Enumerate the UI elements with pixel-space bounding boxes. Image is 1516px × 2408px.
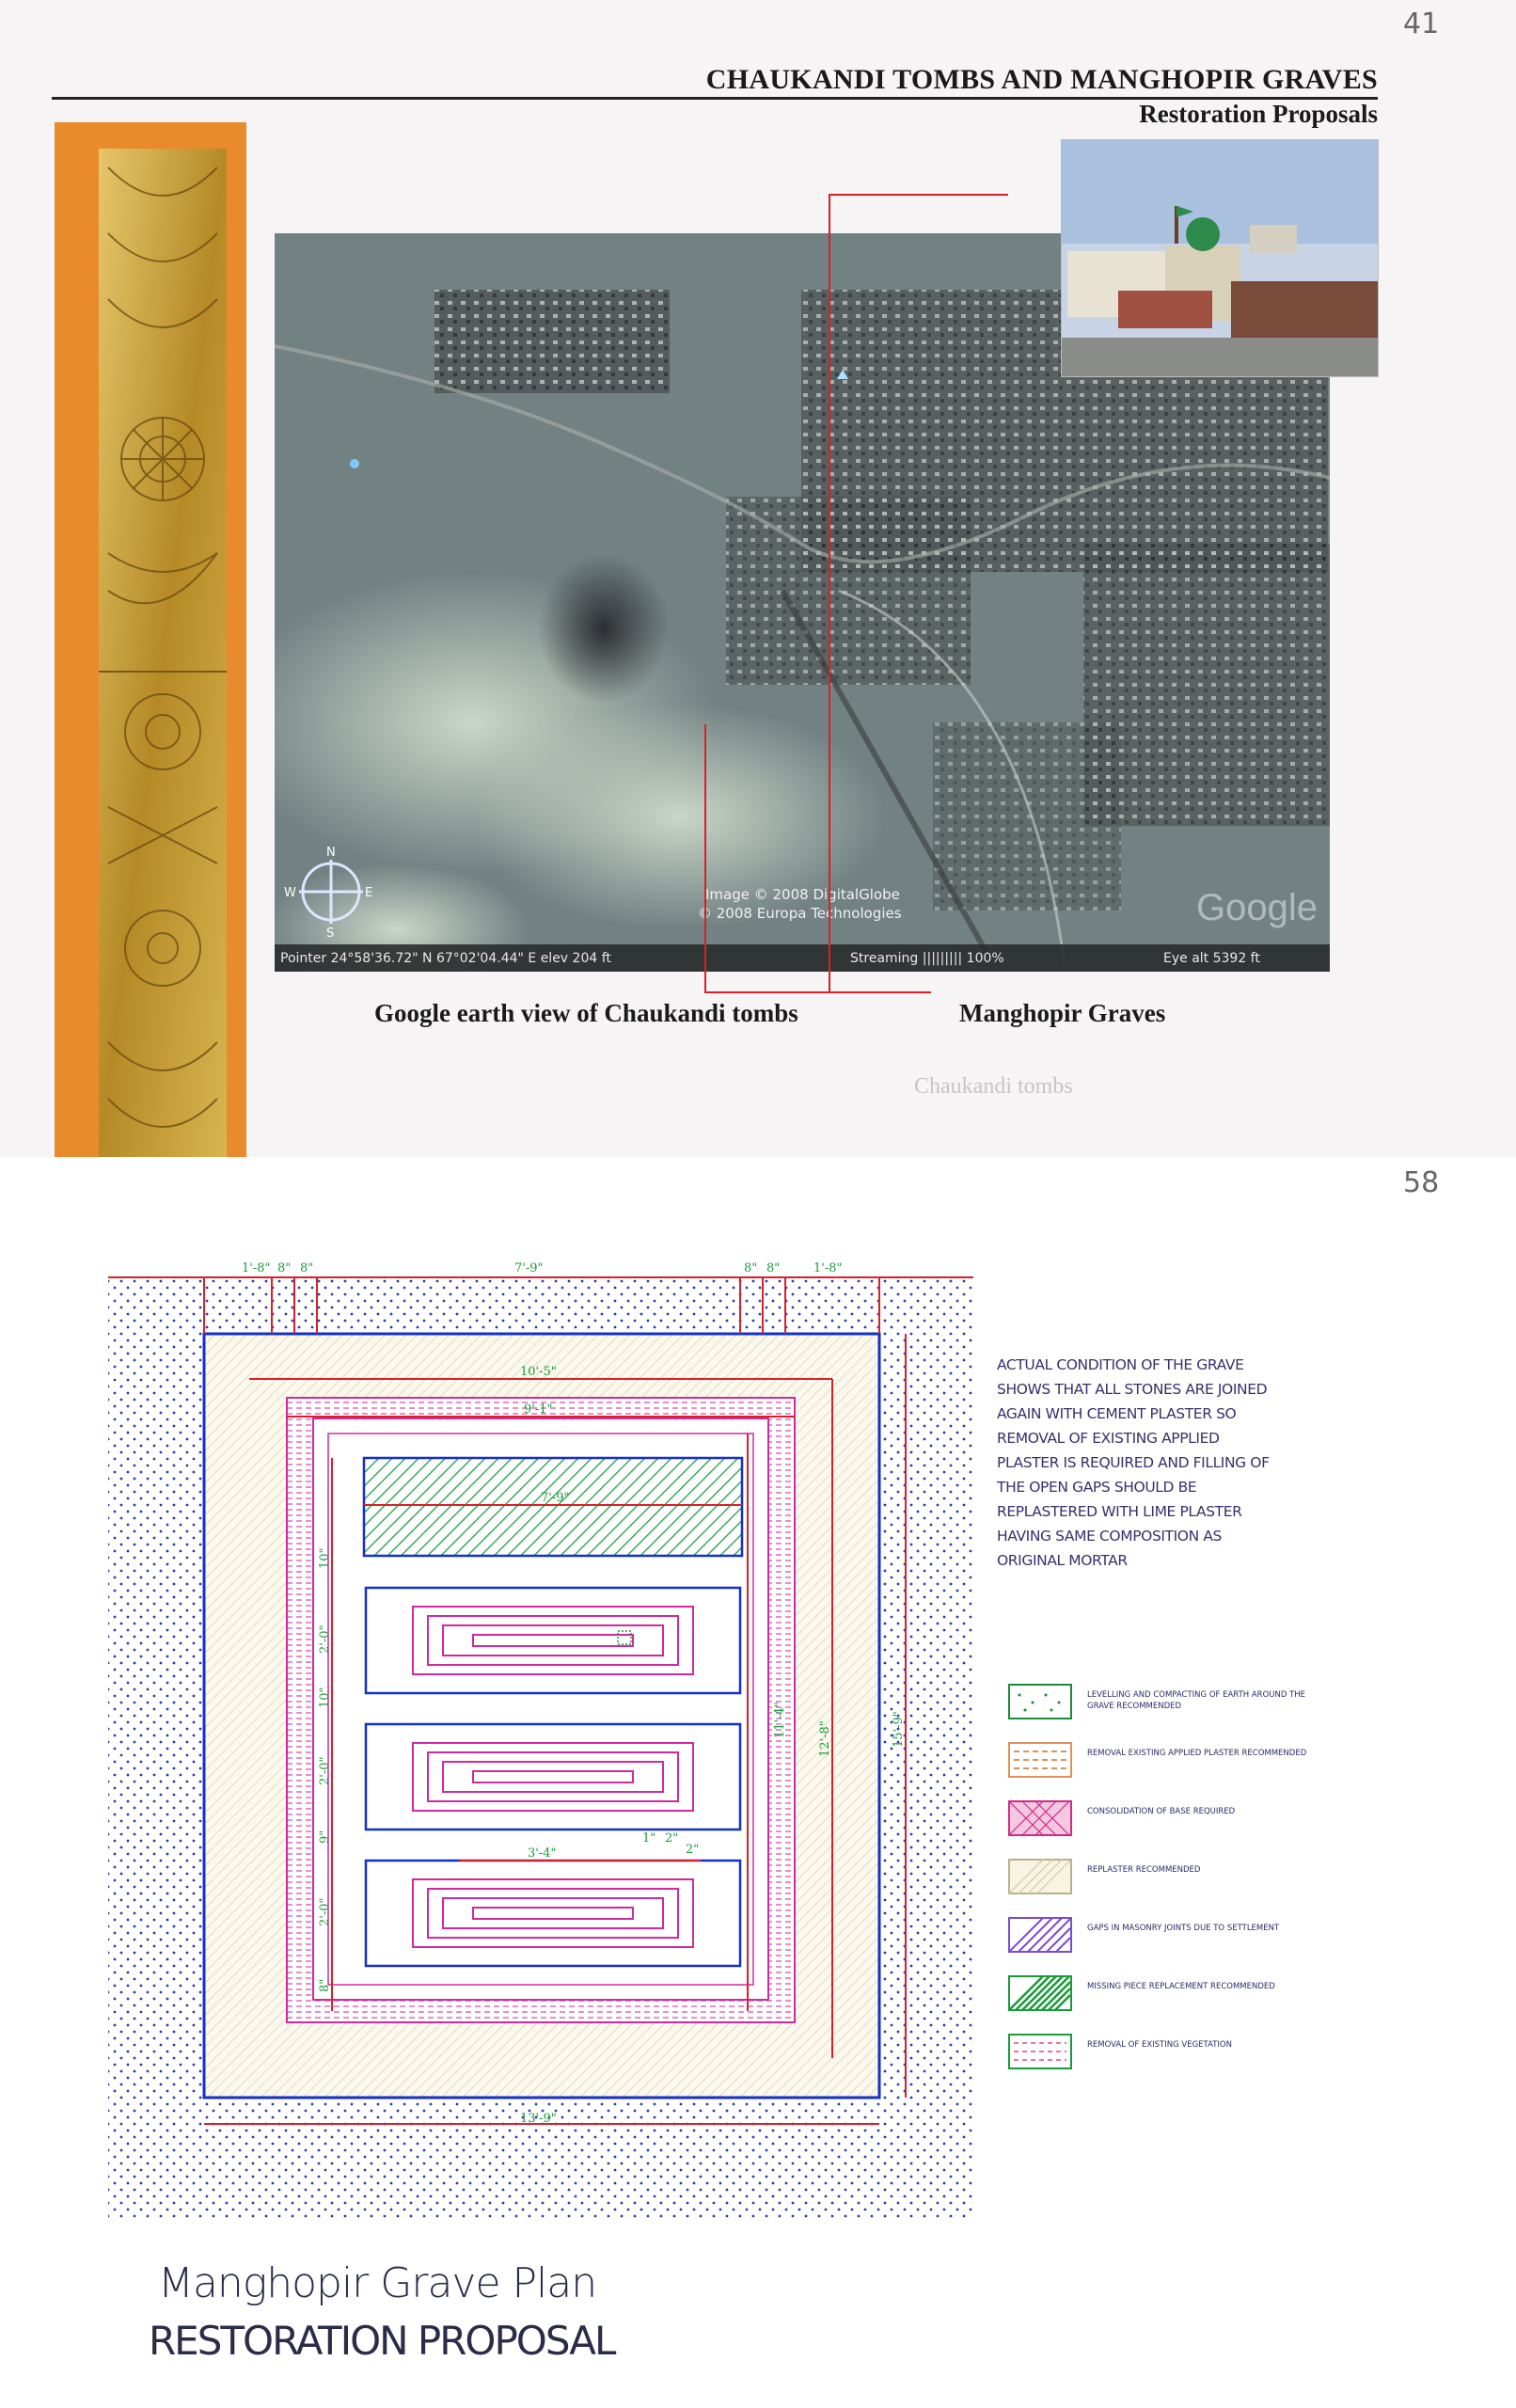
page-number: 41 — [1403, 8, 1440, 40]
legend-label: REMOVAL EXISTING APPLIED PLASTER RECOMMENDED — [1087, 1749, 1307, 1758]
dim-label: 2'-0" — [318, 1897, 332, 1926]
legend-label: REPLASTER RECOMMENDED — [1087, 1865, 1201, 1875]
compass-s: S — [326, 927, 335, 941]
note-line: ORIGINAL MORTAR — [997, 1552, 1128, 1569]
legend-item — [1008, 1917, 1319, 1958]
dim-label: 8" — [277, 1261, 292, 1275]
dim-label: 2" — [686, 1843, 700, 1857]
dim-label: 2'-0" — [318, 1756, 332, 1785]
plan-title: Manghopir Grave Plan — [158, 2259, 597, 2307]
map-watermark: Google — [1196, 887, 1318, 928]
note-line: REPLASTERED WITH LIME PLASTER — [997, 1503, 1242, 1520]
dim-label: 2" — [665, 1831, 679, 1846]
dim-label: 8" — [744, 1261, 758, 1275]
legend-item — [1008, 1859, 1319, 1900]
compass-e: E — [365, 886, 373, 900]
dim-label: 10'-5" — [520, 1365, 557, 1379]
legend-swatch-dash-pink — [1008, 2034, 1072, 2069]
dim-label: 11'-4" — [773, 1702, 787, 1738]
legend-item — [1008, 1975, 1319, 2017]
note-line: PLASTER IS REQUIRED AND FILLING OF — [997, 1454, 1270, 1471]
map-pointer-readout: Pointer 24°58'36.72" N 67°02'04.44" E elev 204 ft — [280, 951, 611, 966]
legend-swatch-crosshatch — [1008, 1800, 1072, 1836]
dim-label: 7'-9" — [514, 1261, 544, 1275]
ghost-caption: Chaukandi tombs — [914, 1074, 1073, 1099]
legend-swatch-dots — [1008, 1684, 1072, 1719]
dim-label: 1" — [642, 1831, 656, 1846]
dim-label: 13'-9" — [520, 2112, 557, 2126]
legend-swatch-diagonal-dense — [1008, 1975, 1072, 2011]
document-subtitle: Restoration Proposals — [1139, 100, 1378, 128]
dim-label: 8" — [766, 1261, 781, 1275]
condition-note — [997, 1353, 1279, 1573]
legend-swatch-diagonal — [1008, 1917, 1072, 1953]
map-streaming-readout: Streaming ||||||||| 100% — [850, 951, 1004, 966]
compass-n: N — [326, 846, 336, 860]
legend-label: MISSING PIECE REPLACEMENT RECOMMENDED — [1087, 1982, 1275, 1991]
dim-label: 12'-8" — [818, 1720, 832, 1757]
legend-item — [1008, 1684, 1319, 1725]
legend-label: CONSOLIDATION OF BASE REQUIRED — [1087, 1807, 1236, 1816]
page-number: 58 — [1403, 1166, 1440, 1199]
dim-label: 1'-8" — [242, 1261, 271, 1275]
dim-label: 1'-8" — [813, 1261, 843, 1275]
legend-label: GAPS IN MASONRY JOINTS DUE TO SETTLEMENT — [1087, 1924, 1280, 1933]
manghopir-photo — [1061, 139, 1379, 377]
grave-plan-drawing — [99, 1259, 983, 2237]
map-image-credit: © 2008 Europa Technologies — [698, 905, 902, 922]
legend-label: LEVELLING AND COMPACTING OF EARTH AROUND THE GRAVE RECOMMENDED — [1087, 1690, 1306, 1711]
document-title: CHAUKANDI TOMBS AND MANGHOPIR GRAVES — [705, 64, 1378, 95]
plan-subtitle: RESTORATION PROPOSAL — [149, 2318, 615, 2364]
dim-label: 9'-1" — [524, 1402, 553, 1417]
legend-swatch-dash — [1008, 1742, 1072, 1778]
caption-google-earth: Google earth view of Chaukandi tombs — [374, 999, 798, 1027]
map-marker — [350, 459, 359, 468]
dim-label: 10" — [318, 1547, 332, 1569]
map-eye-alt-readout: Eye alt 5392 ft — [1163, 951, 1260, 966]
note-line: THE OPEN GAPS SHOULD BE — [997, 1479, 1197, 1496]
legend-item — [1008, 1800, 1319, 1842]
legend-label: REMOVAL OF EXISTING VEGETATION — [1087, 2040, 1232, 2050]
dim-label: 7'-9" — [541, 1491, 570, 1505]
note-line: HAVING SAME COMPOSITION AS — [997, 1528, 1222, 1545]
dim-label: 10" — [318, 1687, 332, 1708]
legend-item — [1008, 1742, 1319, 1783]
dim-label: 8" — [300, 1261, 314, 1275]
legend-item — [1008, 2034, 1319, 2075]
dim-label: 15'-9" — [892, 1711, 906, 1748]
dim-label: 3'-4" — [528, 1846, 557, 1861]
note-line: AGAIN WITH CEMENT PLASTER SO — [997, 1405, 1237, 1422]
caption-manghopir: Manghopir Graves — [959, 999, 1166, 1027]
legend-swatch-hatch — [1008, 1859, 1072, 1894]
note-line: SHOWS THAT ALL STONES ARE JOINED — [997, 1381, 1268, 1398]
dim-label: 8" — [318, 1978, 332, 1992]
compass-w: W — [284, 886, 296, 900]
map-image-credit: Image © 2008 DigitalGlobe — [705, 886, 900, 903]
dim-label: 2'-0" — [318, 1624, 332, 1654]
dim-label: 9" — [318, 1830, 332, 1844]
gold-ornament-panel — [99, 149, 227, 1157]
note-line: REMOVAL OF EXISTING APPLIED — [997, 1430, 1220, 1447]
note-line: ACTUAL CONDITION OF THE GRAVE — [997, 1356, 1244, 1373]
